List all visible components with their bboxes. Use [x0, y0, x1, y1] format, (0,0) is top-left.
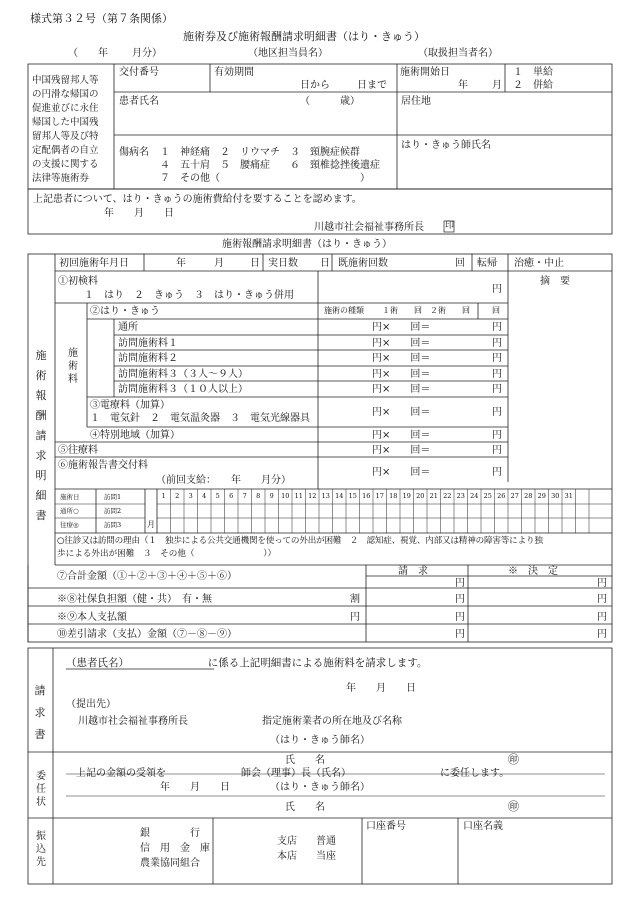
branch-2: 本店: [277, 851, 297, 862]
calendar-day: 12: [308, 492, 317, 500]
ticket-number-label: 交付番号: [119, 67, 159, 78]
provider-address-label: 指定施術業者の所在地及び名称: [262, 716, 402, 727]
residence-label: 居住地: [401, 96, 431, 107]
calc-item5: 円× 回＝: [372, 445, 431, 456]
claim-side-label: [33, 680, 47, 746]
calendar-day: 1: [161, 492, 166, 500]
calendar-label-1: 施術日: [60, 493, 80, 501]
delegation-seal: ㊞: [508, 800, 519, 813]
single-option: １ 単給: [513, 67, 553, 78]
kind-label: 施術の種類: [324, 306, 364, 315]
account-name-label: 口座名義: [463, 821, 503, 832]
side-char: 細: [35, 489, 47, 502]
side-char: 施: [35, 349, 47, 362]
start-month: 月: [492, 80, 502, 91]
yen-visit-1: 円: [492, 338, 502, 349]
treat-char: 術: [68, 361, 78, 372]
side-char: 酬: [35, 409, 47, 422]
valid-to: 日まで: [357, 80, 387, 91]
remarks-label: 摘 要: [540, 276, 570, 287]
visit-reason-2: 歩による外出が困難 ３ その他（ ））: [57, 549, 277, 559]
count-unit: 回: [455, 258, 465, 269]
delegation-side-label: [34, 770, 48, 809]
calendar-day: 27: [510, 492, 519, 500]
yen-item3: 円: [492, 407, 502, 418]
row-visit-3a: 訪問施術料３（３人～９人）: [118, 369, 248, 380]
valid-period-label: 有効期間: [214, 67, 254, 78]
calendar-day: 10: [281, 492, 290, 500]
statement-title: 施術報酬請求明細書（はり・きゅう）: [222, 239, 392, 250]
calc-visit-1: 円× 回＝: [372, 338, 431, 349]
disease-options-1: １ 神経痛 ２ リウマチ ３ 頸腕症候群: [160, 147, 360, 158]
calc-item4: 円× 回＝: [372, 430, 431, 441]
net-decision-yen: 円: [597, 629, 607, 640]
total-decision-yen: 円: [597, 578, 607, 589]
outcome-label: 転帰: [477, 258, 497, 269]
director-name: 川越市社会福祉事務所長: [314, 222, 424, 233]
total-claim-yen: 円: [455, 578, 465, 589]
insurance-claim-yen: 円: [455, 594, 465, 605]
calc-item3: 円× 回＝: [372, 407, 431, 418]
item4-label: ④特別地域（加算）: [90, 430, 180, 441]
side-char: 明: [35, 469, 47, 482]
yen-item6: 円: [492, 467, 502, 478]
visit-3-label: 訪問3: [104, 521, 122, 529]
calendar-day: 31: [564, 492, 573, 500]
treatment-fee-side: [66, 347, 80, 386]
calendar-day: 7: [242, 492, 247, 500]
calendar-day: 26: [497, 492, 506, 500]
self-pay-decision-yen: 円: [597, 612, 607, 623]
handler-label: （取扱担当者名）: [418, 48, 498, 59]
approval-date: 年 月 日: [104, 208, 174, 219]
ticket-side-line: 定配偶者の自立: [32, 145, 99, 156]
branch-1: 支店: [277, 836, 297, 847]
calendar-day: 16: [362, 492, 371, 500]
first-date-day: 日: [250, 258, 260, 269]
approval-text: 上記患者について、はり・きゅうの施術費給付を要することを認めます。: [33, 194, 362, 205]
calendar-day: 21: [429, 492, 438, 500]
statement-side-label: [34, 346, 48, 526]
delegate-char: 任: [36, 784, 46, 795]
practitioner-label: はり・きゅう師氏名: [401, 140, 491, 151]
calendar-day: 19: [402, 492, 411, 500]
disease-options-2: ４ 五十肩 ５ 腰痛症 ６ 頸椎捻挫後遺症: [160, 160, 380, 171]
start-date-label: 施術開始日: [400, 67, 450, 78]
seal-mark: 印: [445, 221, 455, 231]
calendar-day: 6: [229, 492, 234, 500]
calendar-day: 28: [524, 492, 533, 500]
yen-visit-3b: 円: [492, 384, 502, 395]
row-visit-3b: 訪問施術料３（１０人以上）: [118, 384, 248, 395]
patient-name-label: 患者氏名: [119, 96, 159, 107]
ticket-side-line: 帰国した中国残: [32, 117, 99, 128]
claim-frame: [28, 648, 612, 884]
age-field: （ 歳）: [300, 96, 360, 107]
yen-item5: 円: [492, 445, 502, 456]
submit-to-director: 川越市社会福祉事務所長: [78, 716, 188, 727]
ticket-side-line: 促進並びに永住: [32, 103, 99, 114]
calendar-day: 5: [215, 492, 220, 500]
kind-2: ２術 回: [430, 306, 470, 315]
visit-1-label: 訪問1: [104, 493, 122, 501]
side-char: 書: [35, 509, 47, 522]
start-year: 年: [458, 80, 468, 91]
yen-unit: 円: [492, 284, 502, 295]
previous-support: （前回支給： 年 月分）: [156, 475, 291, 486]
self-pay-label: ※⑨本人支払額: [57, 612, 127, 623]
transfer-char: 振: [36, 831, 46, 842]
ticket-side-line: の円滑な帰国の: [32, 89, 99, 100]
calendar-day: 17: [375, 492, 384, 500]
self-pay-claim-yen: 円: [455, 612, 465, 623]
calc-visit-3b: 円× 回＝: [372, 384, 431, 395]
net-claim-label: ⑩差引請求（支払）金額（⑦－⑧－⑨）: [57, 629, 237, 640]
decision-header: ※ 決 定: [508, 566, 558, 577]
ticket-side-line: の支援に関する: [32, 159, 99, 170]
practitioner-name-label: （はり・きゅう師名）: [270, 735, 370, 746]
first-date-month: 月: [214, 258, 224, 269]
first-date-label: 初回施術年月日: [59, 258, 129, 269]
calc-item6: 円× 回＝: [372, 467, 431, 478]
claim-char: 書: [34, 728, 46, 741]
calendar-day: 29: [537, 492, 546, 500]
transfer-side-label: [34, 830, 48, 869]
total-label: ⑦合計金額（①＋②＋③＋④＋⑤＋⑥）: [57, 571, 237, 582]
yen-visit-2: 円: [492, 353, 502, 364]
item3-label: ③電療料（加算）: [90, 400, 170, 411]
row-visit-2: 訪問施術料２: [118, 353, 178, 364]
delegate-char: 委: [36, 771, 46, 782]
form-number: 様式第３２号（第７条関係）: [30, 12, 173, 25]
account-type-1: 普通: [316, 836, 336, 847]
calendar-day: 20: [416, 492, 425, 500]
self-pay-yen: 円: [350, 612, 360, 623]
calendar-day: 25: [483, 492, 492, 500]
calendar-day: 15: [348, 492, 357, 500]
delegation-date: 年 月 日: [160, 782, 230, 793]
claim-char: 請: [34, 684, 46, 697]
bank-type-1: 銀 行: [140, 828, 200, 839]
treat-char: 施: [68, 348, 78, 359]
visit-2-label: 訪問2: [104, 507, 122, 515]
net-claim-yen: 円: [455, 629, 465, 640]
side-char: 求: [35, 449, 47, 462]
treat-char: 料: [68, 374, 78, 385]
calendar-day: 13: [321, 492, 330, 500]
ticket-side-text: [32, 74, 99, 186]
claim-char: 求: [34, 706, 46, 719]
calendar-day: 18: [389, 492, 398, 500]
calendar-day: 2: [175, 492, 180, 500]
area-staff-label: （地区担当員名）: [248, 48, 328, 59]
side-char: 術: [35, 369, 47, 382]
delegation-text-3: に委任します。: [440, 768, 510, 779]
claim-seal: ㊞: [508, 753, 519, 766]
yen-item4: 円: [492, 430, 502, 441]
bank-type-3: 農業協同組合: [140, 858, 200, 869]
initial-fee-label: ①初検料: [58, 276, 98, 287]
delegation-name-label: 氏 名: [285, 802, 325, 813]
calendar-day: 3: [188, 492, 193, 500]
calendar-day: 8: [256, 492, 261, 500]
initial-fee-options: １ はり ２ きゅう ３ はり・きゅう併用: [84, 290, 294, 301]
submit-to-label: （提出先）: [66, 699, 116, 710]
kind-unit: 回: [492, 306, 500, 315]
delegation-text-1: 上記の金額の受領を: [76, 768, 166, 779]
period-month: 月分）: [132, 48, 162, 59]
item2-label: ②はり・きゅう: [90, 306, 160, 317]
social-insurance-label: ※⑧社保負担額（健・共） 有・無: [57, 594, 212, 605]
calendar-label-2: 通所○: [60, 507, 79, 515]
month-unit: 月: [147, 520, 155, 529]
bank-type-2: 信 用 金 庫: [140, 843, 210, 854]
ticket-side-line: 留邦人等及び特: [32, 131, 99, 142]
calendar-day: 22: [443, 492, 452, 500]
visit-reason-1: ○往診又は訪問の理由（１ 独歩による公共交通機関を使っての外出が困難 ２ 認知症、視覚、内部又は精神の障害等により独: [57, 536, 543, 546]
calendar-day: 30: [551, 492, 560, 500]
disease-options-3: ７ その他（ ）: [160, 173, 370, 184]
ticket-side-line: 中国残留邦人等: [32, 75, 99, 86]
claim-date: 年 月 日: [346, 683, 416, 694]
account-number-label: 口座番号: [366, 821, 406, 832]
calendar-label-3: 往療◎: [60, 521, 79, 529]
kind-1: １術 回: [382, 306, 422, 315]
actual-days-unit: 日: [320, 258, 330, 269]
period-year: （ 年: [68, 48, 108, 59]
side-char: 請: [35, 429, 47, 442]
calendar-day: 11: [294, 492, 303, 500]
row-visit-1: 訪問施術料１: [118, 338, 178, 349]
ratio-unit: 割: [350, 594, 360, 605]
item6-label: ⑥施術報告書交付料: [58, 460, 148, 471]
claim-statement: （患者氏名） に係る上記明細書による施術料を請求します。: [66, 657, 428, 669]
outcome-values: 治癒・中止: [514, 258, 564, 269]
claim-name-label: 氏 名: [285, 755, 325, 766]
page-title: 施術券及び施術報酬請求明細書（はり・きゅう）: [183, 30, 425, 43]
calendar-day: 4: [202, 492, 207, 500]
yen-visit-3a: 円: [492, 369, 502, 380]
row-commute: 通所: [118, 322, 138, 333]
count-label: 既施術回数: [338, 258, 388, 269]
calendar-day: 9: [269, 492, 274, 500]
side-char: 報: [35, 389, 47, 402]
delegate-char: 状: [36, 797, 46, 808]
combined-option: ２ 併給: [513, 80, 553, 91]
delegation-text-2: 師会（理事）長（氏名）: [241, 768, 351, 779]
first-date-year: 年: [176, 258, 186, 269]
calendar-day: 14: [335, 492, 344, 500]
disease-label: 傷病名: [119, 147, 149, 158]
actual-days-label: 実日数: [268, 258, 298, 269]
valid-from: 日から: [300, 80, 330, 91]
calendar-day: 23: [456, 492, 465, 500]
claim-header: 請 求: [398, 566, 428, 577]
yen-commute: 円: [492, 322, 502, 333]
account-type-2: 当座: [316, 851, 336, 862]
calendar-day: 24: [470, 492, 479, 500]
delegation-practitioner-label: （はり・きゅう師名）: [270, 782, 370, 793]
insurance-decision-yen: 円: [597, 594, 607, 605]
calc-visit-3a: 円× 回＝: [372, 369, 431, 380]
item3-options: １ 電気針 ２ 電気温灸器 ３ 電気光線器具: [90, 413, 310, 424]
ticket-side-line: 法律等施術券: [32, 173, 90, 184]
item5-label: ⑤往療料: [58, 445, 98, 456]
transfer-char: 込: [36, 844, 46, 855]
transfer-char: 先: [36, 857, 46, 868]
calc-commute: 円× 回＝: [372, 322, 431, 333]
calc-visit-2: 円× 回＝: [372, 353, 431, 364]
